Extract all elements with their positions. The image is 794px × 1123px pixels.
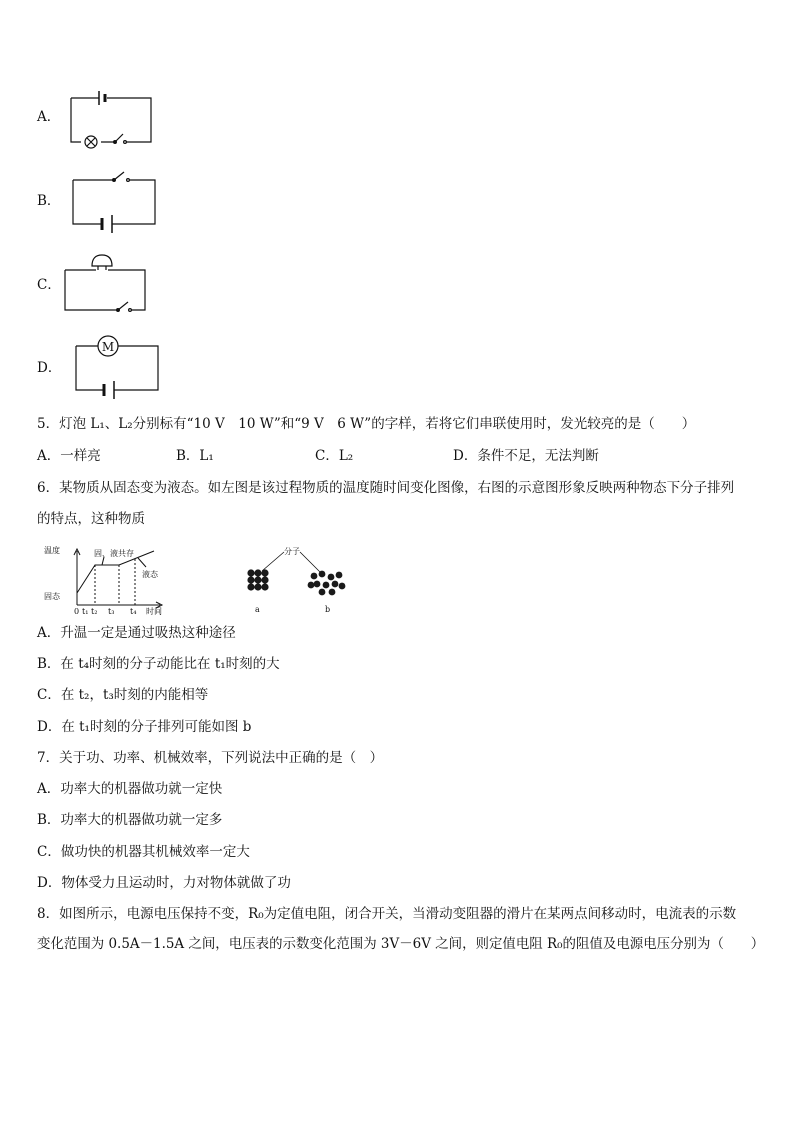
q6-stem-line1: 6．某物质从固态变为液态。如左图是该过程物质的温度随时间变化图像，右图的示意图形象反映两种物态下分子排列 — [37, 480, 735, 496]
molecule-fig-b: b — [325, 605, 331, 614]
molecule-label: 分子 — [284, 547, 300, 556]
q6-stem-line2: 的特点，这种物质 — [37, 511, 145, 527]
graph-origin: 0 — [74, 607, 80, 615]
q6-option-a: A．升温一定是通过吸热这种途径 — [37, 625, 236, 641]
circuit-d-diagram — [70, 330, 170, 402]
graph-xlabel: 时间 — [146, 607, 162, 615]
q5-option-d: D．条件不足，无法判断 — [453, 448, 599, 464]
q7-option-a: A．功率大的机器做功就一定快 — [37, 781, 223, 797]
q7-option-c: C．做功快的机器其机械效率一定大 — [37, 844, 250, 860]
bell-icon — [92, 255, 112, 270]
q5-stem: 5．灯泡 L₁、L₂分别标有“10 V 10 W”和“9 V 6 W”的字样，若将它们串联使用时，发光较亮的是（ ） — [37, 416, 696, 432]
q5-option-b: B．L₁ — [176, 448, 214, 464]
circuit-c-diagram — [60, 252, 160, 322]
q7-option-d: D．物体受力且运动时，力对物体就做了功 — [37, 875, 291, 891]
q8-stem-line1: 8．如图所示，电源电压保持不变，R₀为定值电阻，闭合开关，当滑动变阻器的滑片在某两点间移动时，电流表的示数 — [37, 906, 737, 922]
q6-option-b: B．在 t₄时刻的分子动能比在 t₁时刻的大 — [37, 656, 280, 672]
q6-option-d: D．在 t₁时刻的分子排列可能如图 b — [37, 719, 252, 735]
liquid-molecules-b — [308, 571, 346, 596]
q8-stem-line2: 变化范围为 0.5A－1.5A 之间，电压表的示数变化范围为 3V－6V 之间，则定值电阻 R₀的阻值及电源电压分别为（ ） — [37, 936, 765, 952]
circuit-a-diagram — [65, 86, 165, 151]
circuit-b-diagram — [66, 168, 166, 234]
graph-tick-t3: t₃ — [108, 607, 115, 615]
q6-option-c: C．在 t₂，t₃时刻的内能相等 — [37, 687, 209, 703]
option-c-label: C． — [37, 277, 61, 293]
graph-tick-t4: t₄ — [130, 607, 137, 615]
q5-option-a: A．一样亮 — [37, 448, 101, 464]
option-a-label: A． — [37, 109, 61, 125]
q7-stem: 7．关于功、功率、机械效率，下列说法中正确的是（ ） — [37, 750, 384, 766]
molecule-arrangement-figure — [232, 545, 352, 617]
temperature-time-graph — [42, 543, 182, 615]
graph-tick-t1: t₁ — [82, 607, 89, 615]
solid-molecules-a — [247, 569, 268, 590]
motor-label: M — [101, 340, 115, 354]
q5-option-c: C．L₂ — [315, 448, 354, 464]
option-d-label: D． — [37, 360, 62, 376]
q7-option-b: B．功率大的机器做功就一定多 — [37, 812, 223, 828]
graph-mixed-label: 固、液共存 — [94, 549, 134, 558]
option-b-label: B． — [37, 193, 61, 209]
graph-solid-label: 固态 — [44, 592, 60, 601]
graph-liquid-label: 液态 — [142, 570, 158, 579]
molecule-fig-a: a — [255, 605, 260, 614]
graph-tick-t2: t₂ — [91, 607, 98, 615]
graph-ylabel: 温度 — [44, 546, 60, 555]
